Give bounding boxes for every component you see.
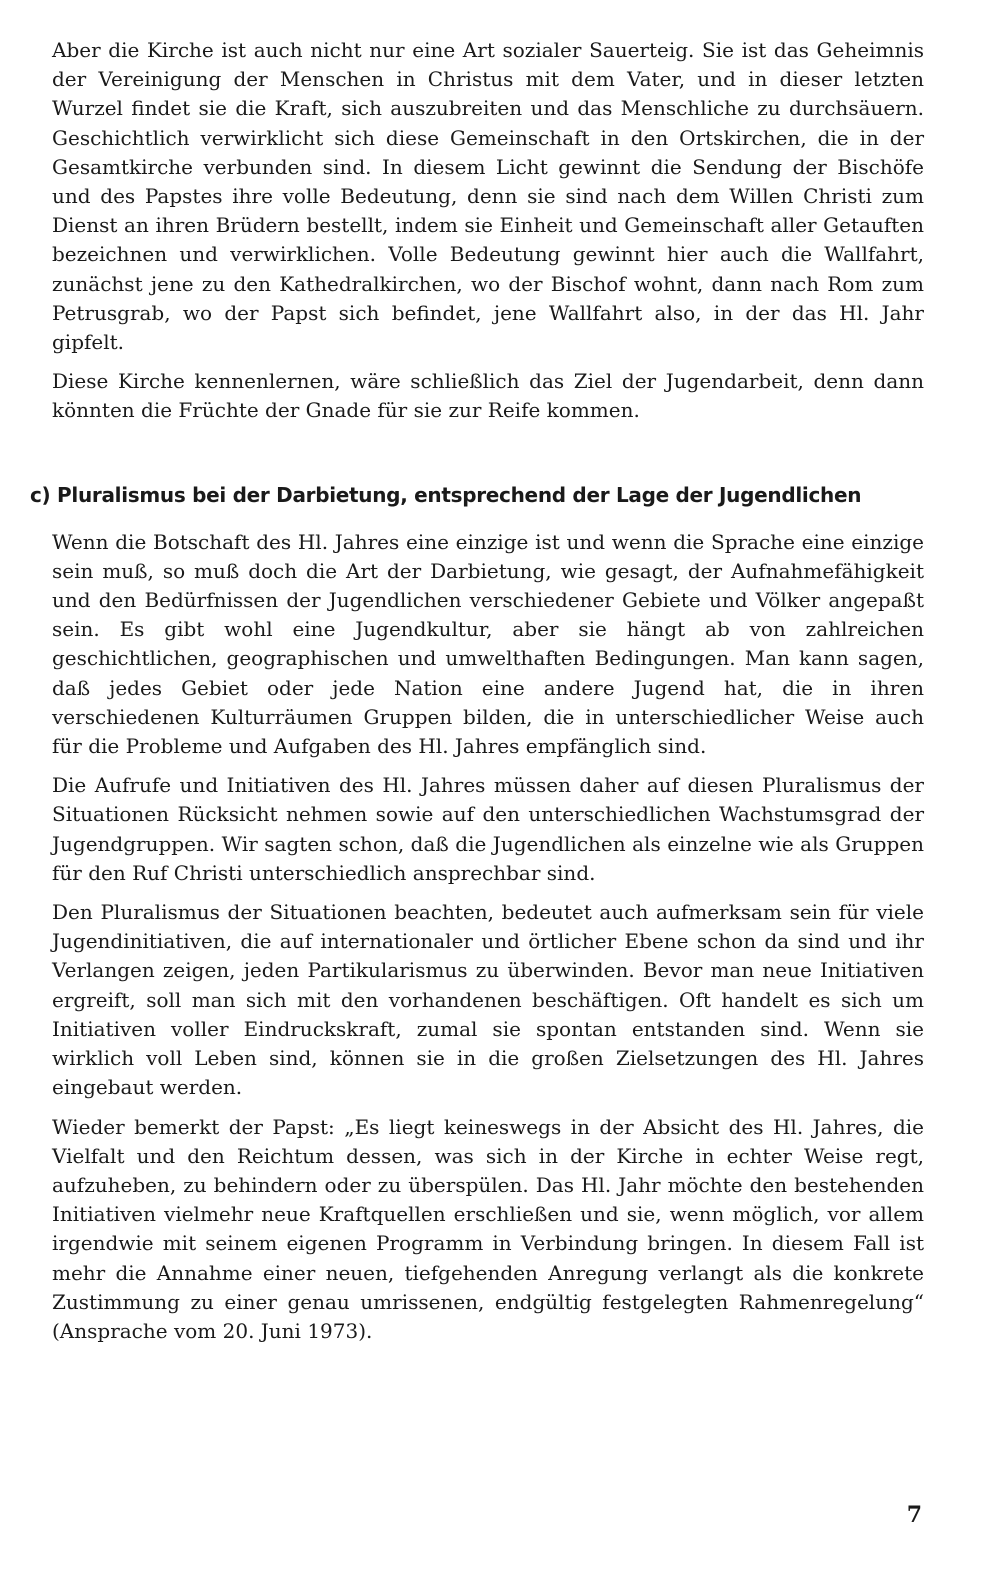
page-number: 7 — [906, 1502, 922, 1528]
paragraph-church-mystery: Aber die Kirche ist auch nicht nur eine Art sozialer Sauerteig. Sie ist das Geheimnis der Vereinigung der Menschen in Christus mit dem Vater, und in dieser letzten Wurzel findet sie die Kraft, sich auszubreiten und das Menschliche zu durchsäuern. Geschichtlich verwirklicht sich diese Gemeinschaft in den Ortskirchen, die in der Gesamtkirche verbunden sind. In diesem Licht gewinnt die Sendung der Bischöfe und des Papstes ihre volle Bedeutung, denn sie sind nach dem Willen Christi zum Dienst an ihren Brüdern bestellt, indem sie Einheit und Gemeinschaft aller Getauften bezeichnen und verwirklichen. Volle Bedeutung gewinnt hier auch die Wallfahrt, zunächst jene zu den Kathedralkirchen, wo der Bischof wohnt, dann nach Rom zum Petrusgrab, wo der Papst sich befindet, jene Wallfahrt also, in der das Hl. Jahr gipfelt. — [52, 38, 924, 355]
paragraph-pope-quote: Wieder bemerkt der Papst: „Es liegt keineswegs in der Absicht des Hl. Jahres, die Vielfalt und den Reichtum dessen, was sich in der Kirche in echter Weise regt, aufzuheben, zu behindern oder zu überspülen. Das Hl. Jahr möchte den bestehenden Initiativen vielmehr neue Kraftquellen erschließen und sie, wenn möglich, vor allem irgendwie mit seinem eigenen Programm in Verbindung bringen. In diesem Fall ist mehr die Annahme einer neuen, tiefgehenden Anregung verlangt als die konkrete Zustimmung zu einer genau umrissenen, endgültig festgelegten Rahmenregelung“ (Ansprache vom 20. Juni 1973). — [52, 1114, 924, 1343]
section-heading: c) Pluralismus bei der Darbietung, entsprechend der Lage der Jugendlichen — [30, 482, 862, 507]
page-body — [30, 36, 924, 1346]
paragraph-get-to-know-church: Diese Kirche kennenlernen, wäre schließlich das Ziel der Jugendarbeit, denn dann könnten die Früchte der Gnade für sie zur Reife kommen. — [52, 369, 924, 423]
paragraph-message-of-holy-year: Wenn die Botschaft des Hl. Jahres eine einzige ist und wenn die Sprache eine einzige sein muß, so muß doch die Art der Darbietung, wie gesagt, der Aufnahmefähigkeit und den Bedürfnissen der Jugendlichen verschiedener Gebiete und Völker angepaßt sein. Es gibt wohl eine Jugendkultur, aber sie hängt ab von zahlreichen geschichtlichen, geographischen und umwelthaften Bedingungen. Man kann sagen, daß jedes Gebiet oder jede Nation eine andere Jugend hat, die in ihren verschiedenen Kulturräumen Gruppen bilden, die in unterschiedlicher Weise auch für die Probleme und Aufgaben des Hl. Jahres empfänglich sind. — [52, 529, 924, 759]
paragraph-pluralism-of-situations: Den Pluralismus der Situationen beachten, bedeutet auch aufmerksam sein für viele Jugendinitiativen, die auf internationaler und örtlicher Ebene schon da sind und ihr Verlangen zeigen, jeden Partikularismus zu überwinden. Bevor man neue Initiativen ergreift, soll man sich mit den vorhandenen beschäftigen. Oft handelt es sich um Initiativen voller Eindruckskraft, zumal sie spontan entstanden sind. Wenn sie wirklich voll Leben sind, können sie in die großen Zielsetzungen des Hl. Jahres eingebaut werden. — [52, 900, 924, 1100]
paragraph-appeals-and-initiatives: Die Aufrufe und Initiativen des Hl. Jahres müssen daher auf diesen Pluralismus der Situationen Rücksicht nehmen sowie auf den unterschiedlichen Wachstumsgrad der Jugendgruppen. Wir sagten schon, daß die Jugendlichen als einzelne wie als Gruppen für den Ruf Christi unterschiedlich ansprechbar sind. — [52, 773, 924, 885]
